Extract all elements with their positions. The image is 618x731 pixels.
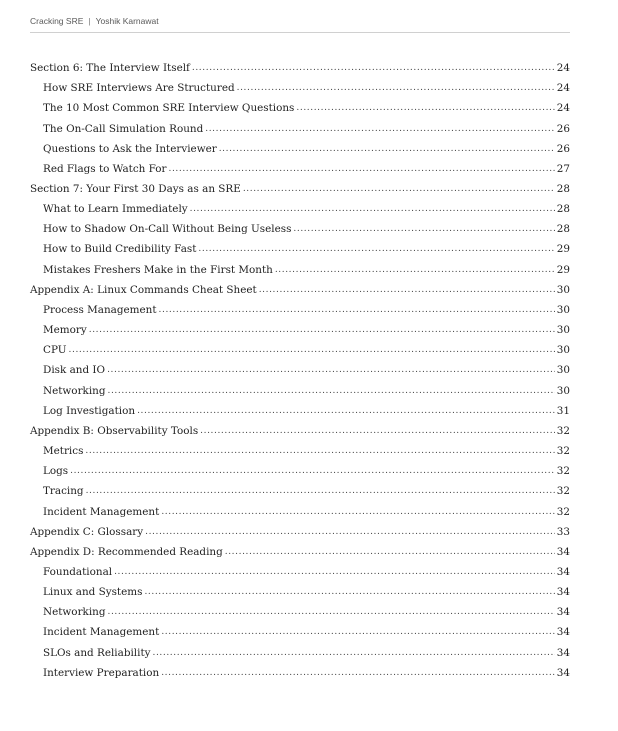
toc-entry-title: Disk and IO (43, 364, 106, 377)
toc-entry-title: Metrics (43, 445, 84, 458)
toc-entry-title: Section 7: Your First 30 Days as an SRE (30, 183, 241, 196)
toc-dot-leader (161, 506, 554, 518)
toc-entry-title: How SRE Interviews Are Structured (43, 82, 235, 95)
header-book-title: Cracking SRE (30, 16, 84, 26)
toc-subsection-entry[interactable] (30, 461, 570, 481)
toc-entry-title: CPU (43, 344, 67, 357)
toc-dot-leader (89, 324, 555, 336)
toc-subsection-entry[interactable] (30, 239, 570, 259)
toc-entry-title: SLOs and Reliability (43, 646, 151, 659)
toc-page-number: 34 (556, 586, 570, 599)
toc-subsection-entry[interactable] (30, 481, 570, 501)
toc-dot-leader (161, 626, 554, 638)
toc-page-number: 28 (556, 203, 570, 216)
toc-section-entry[interactable] (30, 542, 570, 562)
toc-section-entry[interactable] (30, 280, 570, 300)
toc-page-number: 30 (556, 384, 570, 397)
toc-subsection-entry[interactable] (30, 562, 570, 582)
toc-dot-leader (153, 647, 555, 659)
toc-subsection-entry[interactable] (30, 118, 570, 138)
toc-dot-leader (205, 123, 555, 135)
toc-subsection-entry[interactable] (30, 501, 570, 521)
toc-page-number: 34 (556, 646, 570, 659)
toc-entry-title: Log Investigation (43, 404, 136, 417)
toc-entry-title: The On-Call Simulation Round (43, 122, 204, 135)
toc-entry-title: Questions to Ask the Interviewer (43, 142, 217, 155)
toc-dot-leader (159, 304, 555, 316)
toc-entry-title: How to Build Credibility Fast (43, 243, 197, 256)
toc-section-entry[interactable] (30, 58, 570, 78)
toc-entry-title: Interview Preparation (43, 666, 160, 679)
toc-page-number: 34 (556, 545, 570, 558)
header-separator: | (88, 16, 91, 26)
toc-subsection-entry[interactable] (30, 441, 570, 461)
toc-page-number: 29 (556, 263, 570, 276)
toc-subsection-entry[interactable] (30, 98, 570, 118)
toc-page-number: 30 (556, 324, 570, 337)
running-header (30, 16, 570, 33)
table-of-contents (30, 58, 570, 683)
toc-dot-leader (70, 465, 555, 477)
toc-page-number: 33 (556, 525, 570, 538)
toc-entry-title: Appendix A: Linux Commands Cheat Sheet (30, 283, 257, 296)
toc-page-number: 32 (556, 485, 570, 498)
toc-page-number: 31 (556, 404, 570, 417)
toc-entry-title: The 10 Most Common SRE Interview Questions (43, 102, 295, 115)
toc-subsection-entry[interactable] (30, 381, 570, 401)
toc-dot-leader (145, 526, 555, 538)
toc-dot-leader (69, 344, 555, 356)
toc-subsection-entry[interactable] (30, 663, 570, 683)
toc-subsection-entry[interactable] (30, 139, 570, 159)
toc-entry-title: Appendix B: Observability Tools (30, 424, 199, 437)
toc-entry-title: Networking (43, 606, 106, 619)
toc-page-number: 24 (556, 82, 570, 95)
toc-subsection-entry[interactable] (30, 401, 570, 421)
toc-page-number: 26 (556, 142, 570, 155)
toc-dot-leader (108, 385, 555, 397)
toc-subsection-entry[interactable] (30, 300, 570, 320)
toc-dot-leader (137, 405, 555, 417)
toc-page-number: 32 (556, 424, 570, 437)
toc-subsection-entry[interactable] (30, 320, 570, 340)
toc-entry-title: Linux and Systems (43, 586, 143, 599)
toc-entry-title: What to Learn Immediately (43, 203, 188, 216)
toc-dot-leader (190, 203, 555, 215)
toc-dot-leader (243, 183, 555, 195)
toc-entry-title: Logs (43, 465, 69, 478)
toc-subsection-entry[interactable] (30, 622, 570, 642)
toc-dot-leader (144, 586, 554, 598)
toc-dot-leader (161, 667, 555, 679)
toc-page-number: 34 (556, 565, 570, 578)
toc-dot-leader (192, 62, 555, 74)
toc-page-number: 34 (556, 666, 570, 679)
toc-entry-title: Mistakes Freshers Make in the First Month (43, 263, 273, 276)
toc-entry-title: Foundational (43, 565, 113, 578)
toc-entry-title: Networking (43, 384, 106, 397)
toc-dot-leader (198, 243, 554, 255)
toc-dot-leader (200, 425, 555, 437)
toc-page-number: 28 (556, 183, 570, 196)
toc-dot-leader (114, 566, 555, 578)
toc-dot-leader (293, 223, 554, 235)
toc-dot-leader (108, 606, 555, 618)
toc-section-entry[interactable] (30, 179, 570, 199)
toc-section-entry[interactable] (30, 421, 570, 441)
toc-dot-leader (107, 364, 555, 376)
toc-subsection-entry[interactable] (30, 260, 570, 280)
toc-entry-title: How to Shadow On-Call Without Being Useless (43, 223, 292, 236)
toc-page-number: 32 (556, 445, 570, 458)
toc-subsection-entry[interactable] (30, 643, 570, 663)
toc-entry-title: Section 6: The Interview Itself (30, 62, 190, 75)
toc-dot-leader (237, 82, 555, 94)
toc-page-number: 32 (556, 505, 570, 518)
toc-dot-leader (169, 163, 555, 175)
toc-page-number: 24 (556, 102, 570, 115)
toc-entry-title: Memory (43, 324, 87, 337)
toc-page-number: 24 (556, 62, 570, 75)
toc-page-number: 27 (556, 162, 570, 175)
toc-subsection-entry[interactable] (30, 199, 570, 219)
toc-entry-title: Red Flags to Watch For (43, 162, 167, 175)
toc-dot-leader (225, 546, 555, 558)
toc-dot-leader (259, 284, 555, 296)
toc-subsection-entry[interactable] (30, 340, 570, 360)
toc-dot-leader (86, 485, 555, 497)
toc-page-number: 28 (556, 223, 570, 236)
toc-subsection-entry[interactable] (30, 360, 570, 380)
toc-dot-leader (219, 143, 555, 155)
toc-page-number: 30 (556, 364, 570, 377)
toc-entry-title: Appendix C: Glossary (30, 525, 144, 538)
toc-subsection-entry[interactable] (30, 159, 570, 179)
toc-dot-leader (85, 445, 554, 457)
toc-page-number: 26 (556, 122, 570, 135)
toc-page-number: 30 (556, 283, 570, 296)
header-author: Yoshik Karnawat (95, 16, 159, 26)
toc-subsection-entry[interactable] (30, 78, 570, 98)
toc-page-number: 29 (556, 243, 570, 256)
toc-page-number: 34 (556, 606, 570, 619)
toc-section-entry[interactable] (30, 522, 570, 542)
toc-entry-title: Incident Management (43, 626, 160, 639)
toc-subsection-entry[interactable] (30, 582, 570, 602)
toc-entry-title: Appendix D: Recommended Reading (30, 545, 223, 558)
toc-page-number: 32 (556, 465, 570, 478)
toc-subsection-entry[interactable] (30, 219, 570, 239)
toc-subsection-entry[interactable] (30, 602, 570, 622)
toc-page-number: 30 (556, 303, 570, 316)
toc-entry-title: Tracing (43, 485, 84, 498)
toc-dot-leader (275, 264, 555, 276)
toc-entry-title: Process Management (43, 303, 157, 316)
toc-entry-title: Incident Management (43, 505, 160, 518)
toc-page-number: 34 (556, 626, 570, 639)
toc-dot-leader (296, 102, 554, 114)
toc-page-number: 30 (556, 344, 570, 357)
